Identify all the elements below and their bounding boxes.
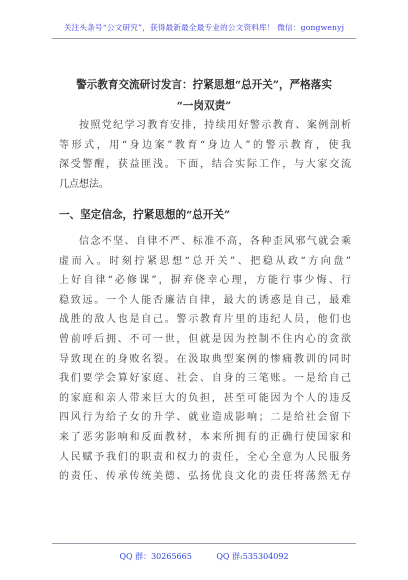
body-line: 稳致远。一个人能否廉洁自律，最大的诱惑是自己，最难	[59, 294, 351, 306]
footer	[0, 551, 408, 562]
body-line: 虚而入。时刻拧紧思想“总开关”、把稳从政“方向盘”	[59, 255, 351, 267]
body-line: 上好自律“必修课”，摒弃侥幸心理，方能行事少悔、行	[59, 275, 351, 287]
title-line-2: “一岗双责”	[176, 100, 232, 112]
intro-line: 按照党纪学习教育安排，持续用好警示教育、案例剖析	[79, 120, 351, 131]
title-line-1: 警示教育交流研讨发言：拧紧思想“总开关”，严格落实	[76, 79, 332, 91]
footer-qq-group-left: QQ 群：30265665	[119, 552, 192, 561]
intro-line: 几点想法。	[59, 178, 109, 190]
header-divider	[52, 38, 356, 39]
body-line: 人民赋予我们的职责和权力的责任，全心全意为人民服务	[59, 451, 351, 463]
body-paragraph	[59, 232, 351, 487]
body-line: 来了恶劣影响和反面教材，本来所拥有的正确行使国家和	[59, 431, 351, 443]
body-line: 导致现在的身败名裂。在汲取典型案例的惨痛教训的同时	[59, 353, 351, 365]
intro-paragraph	[59, 116, 351, 194]
section-heading: 一、坚定信念，拧紧思想的“总开关”	[59, 209, 231, 221]
footer-qq-group-right: QQ 群:535304092	[216, 552, 289, 561]
body-line: 曾前呼后拥、不可一世，但就是因为控制不住内心的贪欲	[59, 333, 351, 345]
intro-line: 等形式，用“身边案”教育“身边人”的警示教育，使我	[59, 139, 351, 151]
body-line: 四风行为给子女的升学、就业造成影响；二是给社会留下	[59, 412, 351, 424]
footer-divider	[52, 543, 356, 544]
body-line: 信念不坚、自律不严、标准不高，各种歪风邪气就会乘	[79, 236, 351, 247]
header-banner: 关注头条号“公文研究”，获得最新最全最专业的公文资料库！ 微信：gongwenyj	[63, 23, 345, 32]
body-line: 我们要学会算好家庭、社会、自身的三笔账。一是给自己	[59, 373, 351, 385]
intro-line: 深受警醒，获益匪浅。下面，结合实际工作，与大家交流	[59, 159, 351, 171]
body-line: 的责任、传承传统美德、弘扬优良文化的责任将荡然无存	[59, 471, 351, 483]
document-title	[40, 75, 368, 117]
body-line: 战胜的敌人也是自己。警示教育片里的违纪人员，他们也	[59, 314, 351, 326]
body-line: 的家庭和亲人带来巨大的负担，甚至可能因为个人的违反	[59, 392, 351, 404]
